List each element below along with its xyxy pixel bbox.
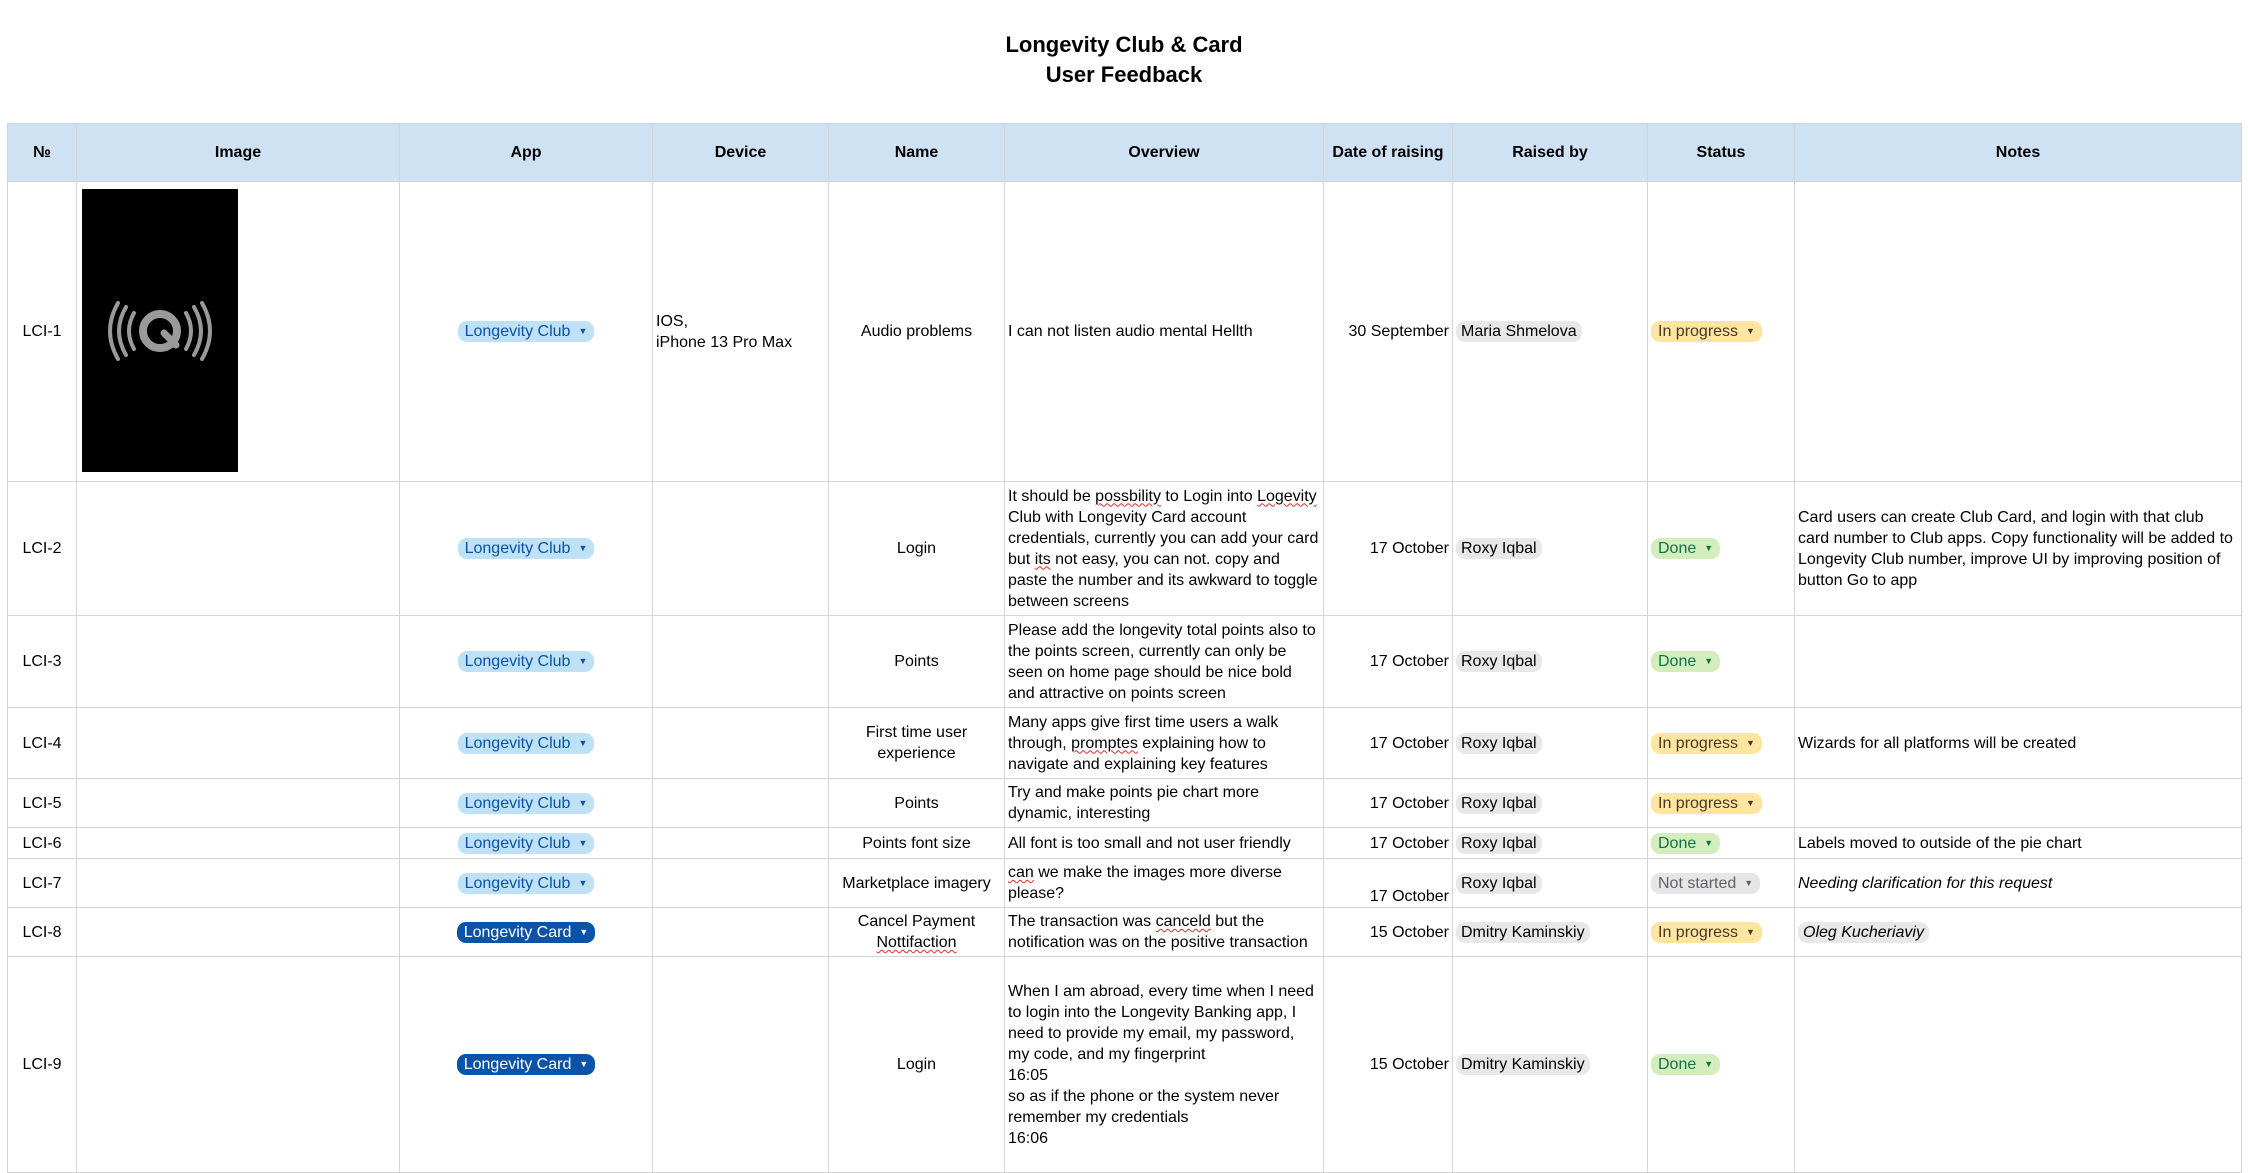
- app-dropdown-chip[interactable]: [458, 833, 595, 854]
- cell-device[interactable]: [653, 779, 829, 828]
- status-chip-label: Done: [1658, 1056, 1697, 1073]
- misspelled-word: Logevity: [1257, 487, 1317, 505]
- app-chip-label: Longevity Card: [463, 1056, 572, 1073]
- cell-id[interactable]: LCI-3: [8, 616, 77, 708]
- dropdown-caret-icon: ▼: [1746, 737, 1755, 748]
- cell-date[interactable]: 17 October: [1324, 859, 1453, 908]
- cell-device[interactable]: [653, 482, 829, 616]
- header-device[interactable]: Device: [653, 124, 829, 182]
- overview-text: but the notification was on the positive transaction: [1008, 913, 1308, 951]
- title-line-2: User Feedback: [1045, 62, 1203, 87]
- header-overview[interactable]: Overview: [1005, 124, 1324, 182]
- cell-name[interactable]: Login: [829, 957, 1005, 1173]
- cell-image[interactable]: [77, 828, 400, 859]
- status-chip-label: In progress: [1658, 923, 1739, 941]
- screenshot-thumbnail[interactable]: [82, 189, 238, 472]
- person-chip[interactable]: Roxy Iqbal: [1456, 793, 1542, 814]
- app-chip-label: Longevity Club: [464, 834, 571, 852]
- app-chip-label: Longevity Club: [464, 323, 571, 340]
- status-dropdown-chip[interactable]: [1651, 793, 1762, 814]
- header-row: [8, 124, 2242, 182]
- cell-notes[interactable]: [1795, 182, 2242, 482]
- dropdown-caret-icon: ▼: [1746, 326, 1755, 336]
- cell-raised-by[interactable]: [1453, 957, 1648, 1173]
- cell-image[interactable]: [77, 859, 400, 908]
- app-dropdown-chip[interactable]: [457, 922, 596, 943]
- name-line-2: Nottifaction: [876, 934, 957, 951]
- cell-overview[interactable]: [1005, 482, 1324, 616]
- status-chip-label: In progress: [1658, 323, 1739, 340]
- cell-id[interactable]: LCI-7: [8, 859, 77, 908]
- cell-raised-by[interactable]: [1453, 908, 1648, 957]
- cell-device[interactable]: [653, 708, 829, 779]
- cell-notes[interactable]: Needing clarification for this request: [1795, 859, 2242, 908]
- cell-name[interactable]: Marketplace imagery: [829, 859, 1005, 908]
- status-chip-label: In progress: [1658, 794, 1739, 812]
- dropdown-caret-icon: ▼: [578, 737, 588, 748]
- cell-app[interactable]: [400, 708, 653, 779]
- dropdown-caret-icon: ▼: [1746, 926, 1755, 937]
- status-dropdown-chip[interactable]: [1651, 651, 1720, 672]
- cell-date[interactable]: 30 September: [1324, 182, 1453, 482]
- dropdown-caret-icon: ▼: [578, 326, 588, 336]
- cell-device[interactable]: [653, 957, 829, 1173]
- cell-name[interactable]: Login: [829, 482, 1005, 616]
- cell-notes[interactable]: [1795, 779, 2242, 828]
- person-chip[interactable]: Roxy Iqbal: [1456, 833, 1542, 854]
- cell-overview[interactable]: [1005, 859, 1324, 908]
- cell-id[interactable]: LCI-5: [8, 779, 77, 828]
- cell-app[interactable]: [400, 828, 653, 859]
- misspelled-word: can: [1008, 864, 1034, 881]
- cell-notes[interactable]: [1795, 957, 2242, 1173]
- cell-date[interactable]: 15 October: [1324, 908, 1453, 957]
- person-chip[interactable]: Oleg Kucheriaviy: [1798, 922, 1929, 943]
- cell-raised-by[interactable]: [1453, 708, 1648, 779]
- cell-name[interactable]: Points font size: [829, 828, 1005, 859]
- person-chip[interactable]: Maria Shmelova: [1456, 321, 1582, 342]
- table-row: [8, 482, 2242, 616]
- device-line-1: IOS,: [656, 312, 689, 330]
- status-chip-label: In progress: [1658, 734, 1739, 752]
- app-chip-label: Longevity Card: [463, 923, 572, 941]
- cell-notes[interactable]: [1795, 616, 2242, 708]
- status-dropdown-chip[interactable]: [1651, 733, 1762, 754]
- cell-device[interactable]: [653, 828, 829, 859]
- dropdown-caret-icon: ▼: [578, 543, 588, 553]
- dropdown-caret-icon: ▼: [579, 1059, 589, 1069]
- cell-status[interactable]: [1648, 182, 1795, 482]
- misspelled-word: promptes: [1071, 734, 1138, 752]
- table-row: [8, 182, 2242, 482]
- overview-text: not easy, you can not. copy and paste the number and its awkward to toggle between screens: [1008, 550, 1318, 610]
- cell-overview[interactable]: Try and make points pie chart more dynamic, interesting: [1005, 779, 1324, 828]
- status-chip-label: Done: [1658, 540, 1697, 557]
- overview-text: Club with Longevity Card account credentials, currently you can add your card but: [1008, 508, 1319, 568]
- cell-status[interactable]: [1648, 616, 1795, 708]
- header-status[interactable]: Status: [1648, 124, 1795, 182]
- cell-overview[interactable]: I can not listen audio mental Hellth: [1005, 182, 1324, 482]
- person-chip[interactable]: Roxy Iqbal: [1456, 538, 1542, 559]
- status-dropdown-chip[interactable]: [1651, 833, 1720, 854]
- header-number[interactable]: №: [8, 124, 77, 182]
- dropdown-caret-icon: ▼: [1744, 877, 1754, 888]
- app-chip-label: Longevity Club: [464, 794, 571, 812]
- cell-raised-by[interactable]: [1453, 616, 1648, 708]
- person-chip[interactable]: Roxy Iqbal: [1456, 651, 1542, 672]
- cell-app[interactable]: [400, 482, 653, 616]
- cell-name[interactable]: Points: [829, 779, 1005, 828]
- overview-text: explaining how to navigate and explaining key features: [1008, 734, 1268, 773]
- app-dropdown-chip[interactable]: [458, 873, 595, 894]
- cell-status[interactable]: [1648, 779, 1795, 828]
- cell-image[interactable]: [77, 908, 400, 957]
- cell-overview[interactable]: When I am abroad, every time when I need to login into the Longevity Banking app, I need to provide my email, my password, my code, and my fingerprint 16:05 so as if the phone or the system never remember my credentials 16:06: [1005, 957, 1324, 1173]
- dropdown-caret-icon: ▼: [578, 837, 588, 848]
- dropdown-caret-icon: ▼: [1704, 837, 1714, 848]
- dropdown-caret-icon: ▼: [1704, 1059, 1714, 1069]
- cell-app[interactable]: [400, 779, 653, 828]
- cell-image[interactable]: [77, 779, 400, 828]
- dropdown-caret-icon: ▼: [579, 926, 589, 937]
- overview-text: to Login into: [1160, 487, 1258, 505]
- cell-image[interactable]: [77, 708, 400, 779]
- cell-date[interactable]: 17 October: [1324, 828, 1453, 859]
- misspelled-word: possbility: [1095, 487, 1161, 505]
- cell-image[interactable]: [77, 616, 400, 708]
- cell-raised-by[interactable]: [1453, 859, 1648, 908]
- cell-id[interactable]: LCI-6: [8, 828, 77, 859]
- cell-raised-by[interactable]: [1453, 779, 1648, 828]
- table-row: [8, 828, 2242, 859]
- cell-id[interactable]: LCI-8: [8, 908, 77, 957]
- cell-date[interactable]: 17 October: [1324, 779, 1453, 828]
- table-row: [8, 957, 2242, 1173]
- overview-text: we make the images more diverse please?: [1008, 864, 1282, 902]
- app-dropdown-chip[interactable]: [458, 538, 595, 559]
- dropdown-caret-icon: ▼: [578, 877, 588, 888]
- status-dropdown-chip[interactable]: [1651, 538, 1720, 559]
- cell-date[interactable]: 15 October: [1324, 957, 1453, 1173]
- cell-overview[interactable]: [1005, 708, 1324, 779]
- cell-app[interactable]: [400, 908, 653, 957]
- cell-notes[interactable]: [1795, 908, 2242, 957]
- cell-app[interactable]: [400, 859, 653, 908]
- misspelled-word: canceld: [1155, 913, 1211, 930]
- cell-id[interactable]: LCI-4: [8, 708, 77, 779]
- cell-status[interactable]: [1648, 708, 1795, 779]
- app-chip-label: Longevity Club: [464, 734, 571, 752]
- feedback-table: [7, 123, 2242, 1173]
- status-dropdown-chip[interactable]: [1651, 321, 1762, 342]
- cell-raised-by[interactable]: [1453, 828, 1648, 859]
- person-chip[interactable]: Dmitry Kaminskiy: [1456, 922, 1590, 943]
- app-chip-label: Longevity Club: [464, 874, 571, 892]
- cell-device[interactable]: [653, 182, 829, 482]
- cell-name[interactable]: [829, 908, 1005, 957]
- status-dropdown-chip[interactable]: [1651, 922, 1762, 943]
- cell-id[interactable]: LCI-2: [8, 482, 77, 616]
- cell-overview[interactable]: All font is too small and not user friendly: [1005, 828, 1324, 859]
- header-name[interactable]: Name: [829, 124, 1005, 182]
- cell-overview[interactable]: [1005, 908, 1324, 957]
- header-image[interactable]: Image: [77, 124, 400, 182]
- table-row: [8, 779, 2242, 828]
- cell-image[interactable]: [77, 482, 400, 616]
- name-line-1: Cancel Payment: [857, 913, 976, 930]
- dropdown-caret-icon: ▼: [578, 656, 588, 666]
- overview-text: Many apps give first time users a walk through,: [1008, 713, 1279, 752]
- overview-text: It should be: [1008, 487, 1096, 505]
- status-chip-label: Not started: [1658, 874, 1737, 892]
- status-chip-label: Done: [1658, 653, 1697, 670]
- cell-status[interactable]: [1648, 957, 1795, 1173]
- cell-status[interactable]: [1648, 482, 1795, 616]
- table-row: [8, 708, 2242, 779]
- cell-status[interactable]: [1648, 859, 1795, 908]
- app-dropdown-chip[interactable]: [458, 793, 595, 814]
- device-line-2: iPhone 13 Pro Max: [656, 333, 793, 351]
- cell-date[interactable]: 17 October: [1324, 482, 1453, 616]
- person-chip[interactable]: Dmitry Kaminskiy: [1456, 1054, 1590, 1075]
- cell-notes[interactable]: Card users can create Club Card, and login with that club card number to Club apps. Copy functionality will be added to Longevity Club number, improve UI by improving position of button Go to app: [1795, 482, 2242, 616]
- table-row: [8, 908, 2242, 957]
- app-dropdown-chip[interactable]: [458, 321, 595, 342]
- cell-app[interactable]: [400, 957, 653, 1173]
- cell-notes[interactable]: Labels moved to outside of the pie chart: [1795, 828, 2242, 859]
- app-dropdown-chip[interactable]: [458, 651, 595, 672]
- cell-raised-by[interactable]: [1453, 482, 1648, 616]
- dropdown-caret-icon: ▼: [578, 797, 588, 808]
- dropdown-caret-icon: ▼: [1704, 656, 1714, 666]
- cell-notes[interactable]: Wizards for all platforms will be created: [1795, 708, 2242, 779]
- sheet-title: [0, 30, 2248, 90]
- misspelled-word: its: [1034, 550, 1051, 568]
- app-dropdown-chip[interactable]: [457, 1054, 596, 1075]
- cell-date[interactable]: 17 October: [1324, 708, 1453, 779]
- cell-device[interactable]: [653, 859, 829, 908]
- dropdown-caret-icon: ▼: [1746, 797, 1755, 808]
- header-raised-by[interactable]: Raised by: [1453, 124, 1648, 182]
- table-row: [8, 616, 2242, 708]
- header-date[interactable]: Date of raising: [1324, 124, 1453, 182]
- status-dropdown-chip[interactable]: [1651, 873, 1760, 894]
- table-row: [8, 859, 2242, 908]
- app-chip-label: Longevity Club: [464, 540, 571, 557]
- cell-name[interactable]: First time user experience: [829, 708, 1005, 779]
- dropdown-caret-icon: ▼: [1704, 543, 1714, 553]
- cell-id[interactable]: LCI-9: [8, 957, 77, 1173]
- cell-overview[interactable]: Please add the longevity total points also to the points screen, currently can only be seen on home page should be nice bold and attractive on points screen: [1005, 616, 1324, 708]
- cell-raised-by[interactable]: [1453, 182, 1648, 482]
- cell-image[interactable]: [77, 182, 400, 482]
- title-line-1: Longevity Club & Card: [1005, 32, 1243, 57]
- cell-app[interactable]: [400, 616, 653, 708]
- cell-image[interactable]: [77, 957, 400, 1173]
- audio-speaker-icon: [104, 301, 216, 361]
- cell-id[interactable]: LCI-1: [8, 182, 77, 482]
- app-chip-label: Longevity Club: [464, 653, 571, 670]
- cell-app[interactable]: [400, 182, 653, 482]
- cell-status[interactable]: [1648, 828, 1795, 859]
- cell-name[interactable]: Audio problems: [829, 182, 1005, 482]
- person-chip[interactable]: Roxy Iqbal: [1456, 873, 1542, 894]
- overview-text: The transaction was: [1008, 913, 1156, 930]
- app-dropdown-chip[interactable]: [458, 733, 595, 754]
- person-chip[interactable]: Roxy Iqbal: [1456, 733, 1542, 754]
- status-dropdown-chip[interactable]: [1651, 1054, 1720, 1075]
- cell-device[interactable]: [653, 616, 829, 708]
- status-chip-label: Done: [1658, 834, 1697, 852]
- header-notes[interactable]: Notes: [1795, 124, 2242, 182]
- header-app[interactable]: App: [400, 124, 653, 182]
- cell-date[interactable]: 17 October: [1324, 616, 1453, 708]
- cell-device[interactable]: [653, 908, 829, 957]
- cell-name[interactable]: Points: [829, 616, 1005, 708]
- cell-status[interactable]: [1648, 908, 1795, 957]
